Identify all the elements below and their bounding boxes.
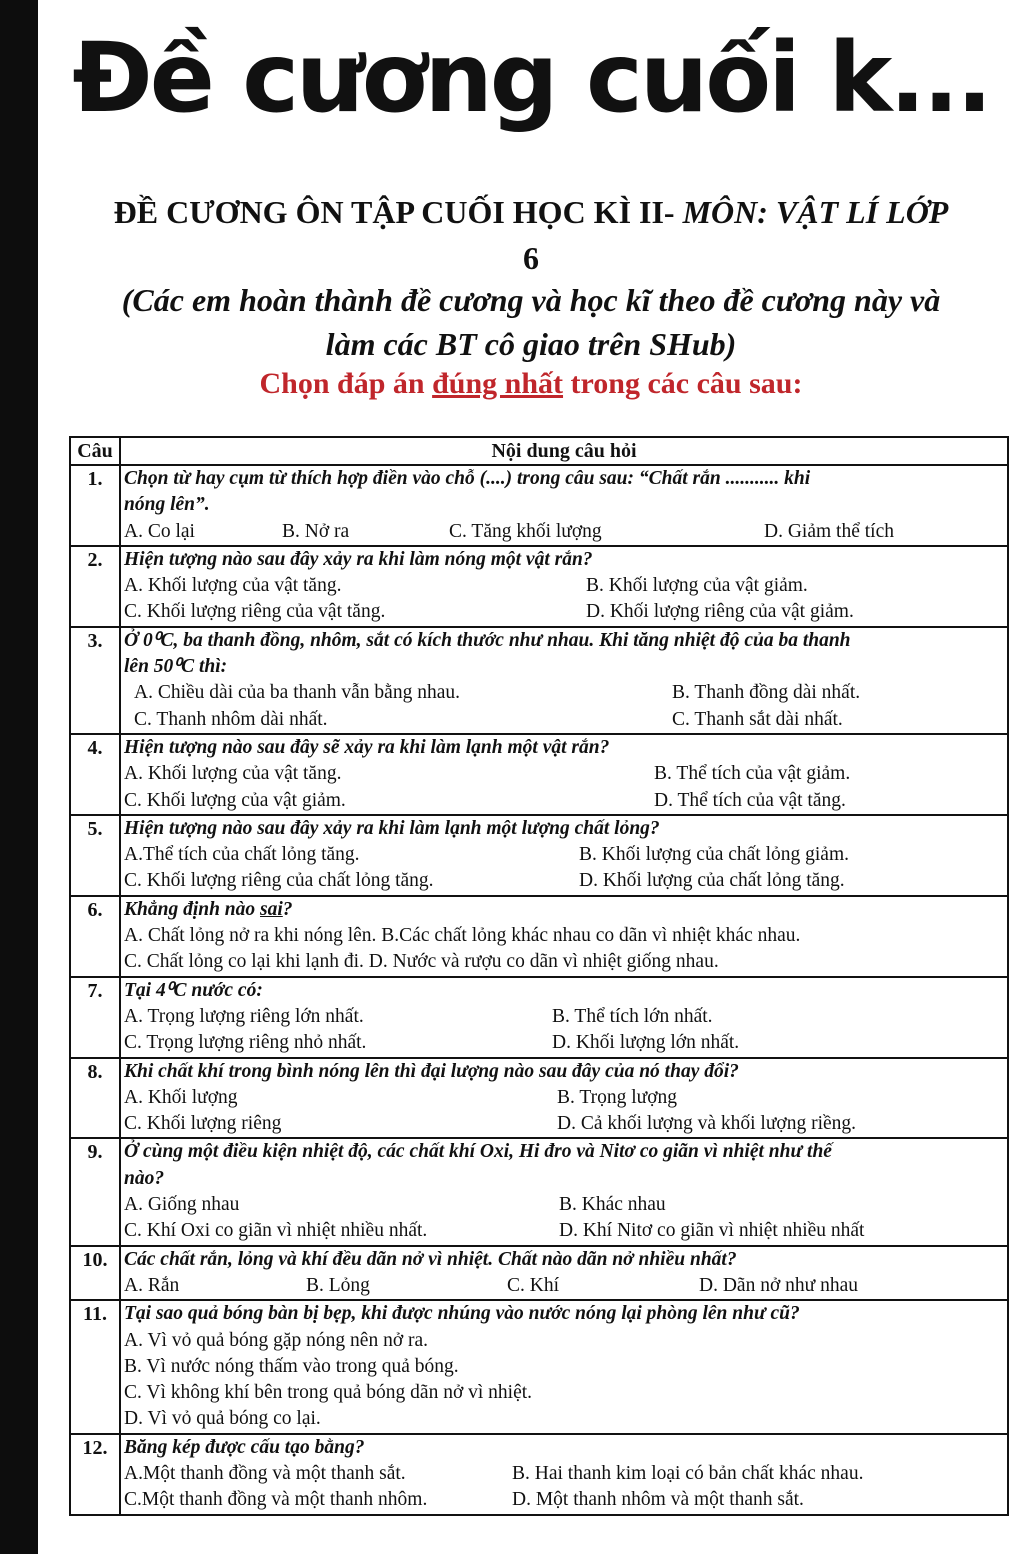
answer-row [124, 1273, 1007, 1299]
table-row [70, 546, 1008, 627]
answer-option[interactable]: A.Thể tích của chất lỏng tăng. [124, 844, 360, 866]
answer-option[interactable]: D. Khối lượng riêng của vật giảm. [586, 601, 854, 623]
question-text: Tại sao quả bóng bàn bị bẹp, khi được nhúng vào nước nóng lại phòng lên như cũ? [124, 1303, 800, 1325]
heading-grade: 6 [523, 240, 539, 276]
answer-row [124, 868, 1007, 894]
answer-option[interactable]: D. Thể tích của vật tăng. [654, 789, 846, 811]
answer-option[interactable]: D. Cả khối lượng và khối lượng riềng. [557, 1113, 857, 1135]
answer-option[interactable]: B. Thể tích của vật giảm. [654, 763, 851, 785]
heading-note-line1: (Các em hoàn thành đề cương và học kĩ theo đề cương này và [121, 282, 941, 318]
question-number: 8. [70, 1058, 120, 1139]
question-number: 6. [70, 896, 120, 977]
answer-row [124, 1004, 1007, 1030]
answer-option[interactable]: C. Khối lượng riêng của vật tăng. [124, 601, 386, 623]
table-row [70, 1434, 1008, 1515]
table-row [70, 815, 1008, 896]
table-row [70, 1138, 1008, 1245]
answer-option[interactable]: C. Thanh nhôm dài nhất. [134, 708, 328, 730]
question-content [120, 465, 1008, 546]
answer-option[interactable]: A. Co lại [124, 520, 195, 542]
answer-row [124, 519, 1007, 545]
answer-option[interactable]: B. Nở ra [282, 520, 350, 542]
answer-option[interactable]: C. Khí Oxi co giãn vì nhiệt nhiều nhất. [124, 1220, 428, 1242]
table-row [70, 1058, 1008, 1139]
answer-option[interactable]: C. Khối lượng riêng [124, 1113, 282, 1135]
answer-option[interactable]: D. Khối lượng của chất lỏng tăng. [579, 870, 845, 892]
question-content [120, 627, 1008, 734]
question-text: Khi chất khí trong bình nóng lên thì đại lượng nào sau đây của nó thay đổi? [124, 1060, 739, 1082]
question-number: 9. [70, 1138, 120, 1245]
answer-row [124, 788, 1007, 814]
answer-option[interactable]: B. Thể tích lớn nhất. [552, 1005, 713, 1027]
answer-option[interactable]: A. Chiều dài của ba thanh vẫn bằng nhau. [134, 682, 460, 704]
instruction-pre: Chọn đáp án [259, 367, 433, 400]
answer-option[interactable]: D. Giảm thể tích [764, 520, 894, 542]
question-text: Chọn từ hay cụm từ thích hợp điền vào chỗ (....) trong câu sau: “Chất rắn ........... khi [124, 468, 811, 489]
answer-option[interactable]: D. Một thanh nhôm và một thanh sắt. [512, 1489, 804, 1511]
question-content [120, 734, 1008, 815]
question-content [120, 546, 1008, 627]
table-row [70, 896, 1008, 977]
answer-option[interactable]: C. Khí [507, 1274, 560, 1296]
answer-option[interactable]: B. Lỏng [306, 1274, 370, 1296]
question-text: nào? [124, 1167, 165, 1189]
document-heading [38, 190, 1024, 234]
answer-option[interactable]: C. Tăng khối lượng [449, 520, 602, 542]
answer-option[interactable]: B. Thanh đồng dài nhất. [672, 682, 861, 704]
answer-option[interactable]: A. Giống nhau [124, 1194, 240, 1216]
answer-option[interactable]: A. Chất lỏng nở ra khi nóng lên. B.Các chất lỏng khác nhau co dãn vì nhiệt khác nhau. [124, 925, 801, 947]
table-row [70, 977, 1008, 1058]
question-text: Ở 0⁰C, ba thanh đồng, nhôm, sắt có kích thước như nhau. Khi tăng nhiệt độ của ba thanh [124, 629, 851, 651]
question-number: 12. [70, 1434, 120, 1515]
question-text: nóng lên”. [124, 494, 210, 516]
instruction-post: trong các câu sau: [563, 367, 803, 400]
left-edge-bar [0, 0, 38, 1554]
answer-option[interactable]: A. Khối lượng của vật tăng. [124, 575, 342, 597]
answer-option[interactable]: A. Khối lượng của vật tăng. [124, 763, 342, 785]
header-content: Nội dung câu hỏi [120, 437, 1008, 465]
answer-row [124, 573, 1007, 599]
answer-option[interactable]: B. Hai thanh kim loại có bản chất khác nhau. [512, 1462, 864, 1484]
heading-note-line2: làm các BT cô giao trên SHub) [325, 326, 737, 362]
heading-main: ĐỀ CƯƠNG ÔN TẬP CUỐI HỌC KÌ II- [113, 194, 683, 230]
question-text [124, 897, 1007, 923]
answer-row [124, 1030, 1007, 1056]
question-content [120, 1434, 1008, 1515]
answer-option[interactable]: B. Khối lượng của chất lỏng giảm. [579, 844, 850, 866]
answer-option[interactable]: A. Khối lượng [124, 1086, 238, 1108]
question-content [120, 896, 1008, 977]
answer-option[interactable]: C. Khối lượng riêng của chất lỏng tăng. [124, 870, 434, 892]
question-number: 7. [70, 977, 120, 1058]
table-header-row [70, 437, 1008, 465]
question-text-part: sai [260, 898, 283, 920]
question-content [120, 1138, 1008, 1245]
question-text: Tại 4⁰C nước có: [124, 979, 263, 1001]
question-content [120, 977, 1008, 1058]
answer-option[interactable]: D. Dãn nở như nhau [699, 1274, 858, 1296]
answer-option[interactable]: B. Khác nhau [559, 1194, 666, 1216]
question-text: Băng kép được cấu tạo bằng? [124, 1436, 365, 1458]
heading-subject: MÔN: VẬT LÍ LỚP [682, 194, 949, 230]
answer-option[interactable]: A. Trọng lượng riêng lớn nhất. [124, 1005, 364, 1027]
question-number: 2. [70, 546, 120, 627]
table-row [70, 734, 1008, 815]
answer-option[interactable]: B. Trọng lượng [557, 1086, 678, 1108]
answer-row [124, 1192, 1007, 1218]
answer-option[interactable]: C. Vì không khí bên trong quả bóng dãn nở vì nhiệt. [124, 1382, 533, 1404]
answer-option[interactable]: A. Rắn [124, 1274, 180, 1296]
answer-option[interactable]: B. Khối lượng của vật giảm. [586, 575, 808, 597]
answer-option[interactable]: D. Vì vỏ quả bóng co lại. [124, 1408, 321, 1430]
table-row [70, 1300, 1008, 1433]
answer-option[interactable]: C. Trọng lượng riêng nhỏ nhất. [124, 1032, 367, 1054]
question-text: Hiện tượng nào sau đây xảy ra khi làm nóng một vật rắn? [124, 548, 593, 570]
question-content [120, 815, 1008, 896]
question-text: Hiện tượng nào sau đây sẽ xảy ra khi làm lạnh một vật rắn? [124, 736, 610, 758]
question-text-part: Khẳng định nào [124, 898, 261, 920]
question-number: 1. [70, 465, 120, 546]
answer-option[interactable]: A.Một thanh đồng và một thanh sắt. [124, 1462, 406, 1484]
question-number: 3. [70, 627, 120, 734]
answer-row [124, 1218, 1007, 1244]
question-number: 5. [70, 815, 120, 896]
answer-option[interactable]: C. Thanh sắt dài nhất. [672, 708, 843, 730]
answer-row [124, 1111, 1007, 1137]
answer-option[interactable]: C.Một thanh đồng và một thanh nhôm. [124, 1489, 428, 1511]
answer-option[interactable]: D. Khối lượng lớn nhất. [552, 1032, 740, 1054]
question-content [120, 1246, 1008, 1301]
answer-option[interactable]: C. Khối lượng của vật giảm. [124, 789, 346, 811]
answer-option[interactable]: D. Khí Nitơ co giãn vì nhiệt nhiều nhất [559, 1220, 865, 1242]
question-text-part: ? [282, 898, 293, 920]
question-text: Ở cùng một điều kiện nhiệt độ, các chất khí Oxi, Hi đro và Nitơ co giãn vì nhiệt như thế [124, 1141, 832, 1163]
table-row [70, 627, 1008, 734]
table-row [70, 465, 1008, 546]
answer-row [124, 707, 1007, 733]
table-row [70, 1246, 1008, 1301]
question-text: Các chất rắn, lỏng và khí đều dãn nở vì nhiệt. Chất nào dãn nở nhiều nhất? [124, 1248, 737, 1270]
answer-row [124, 1085, 1007, 1111]
answer-row [124, 1461, 1007, 1487]
question-content [120, 1300, 1008, 1433]
answer-row [124, 599, 1007, 625]
page-title: Đề cương cuối k... [72, 22, 990, 134]
question-number: 10. [70, 1246, 120, 1301]
question-number: 11. [70, 1300, 120, 1433]
instruction-emphasis: đúng nhất [432, 367, 564, 400]
answer-row [124, 842, 1007, 868]
question-text: Hiện tượng nào sau đây xảy ra khi làm lạnh một lượng chất lỏng? [124, 817, 660, 839]
answer-option[interactable]: A. Vì vỏ quả bóng gặp nóng nên nở ra. [124, 1329, 429, 1351]
answer-row [124, 680, 1007, 706]
question-text: lên 50⁰C thì: [124, 656, 228, 678]
answer-option[interactable]: C. Chất lỏng co lại khi lạnh đi. D. Nước và rượu co dãn vì nhiệt giống nhau. [124, 951, 719, 973]
answer-option[interactable]: B. Vì nước nóng thấm vào trong quả bóng. [124, 1355, 459, 1377]
instruction [38, 362, 1024, 406]
question-table [69, 436, 1009, 1516]
header-num: Câu [70, 437, 120, 465]
answer-row [124, 761, 1007, 787]
question-content [120, 1058, 1008, 1139]
answer-row [124, 1487, 1007, 1513]
question-number: 4. [70, 734, 120, 815]
